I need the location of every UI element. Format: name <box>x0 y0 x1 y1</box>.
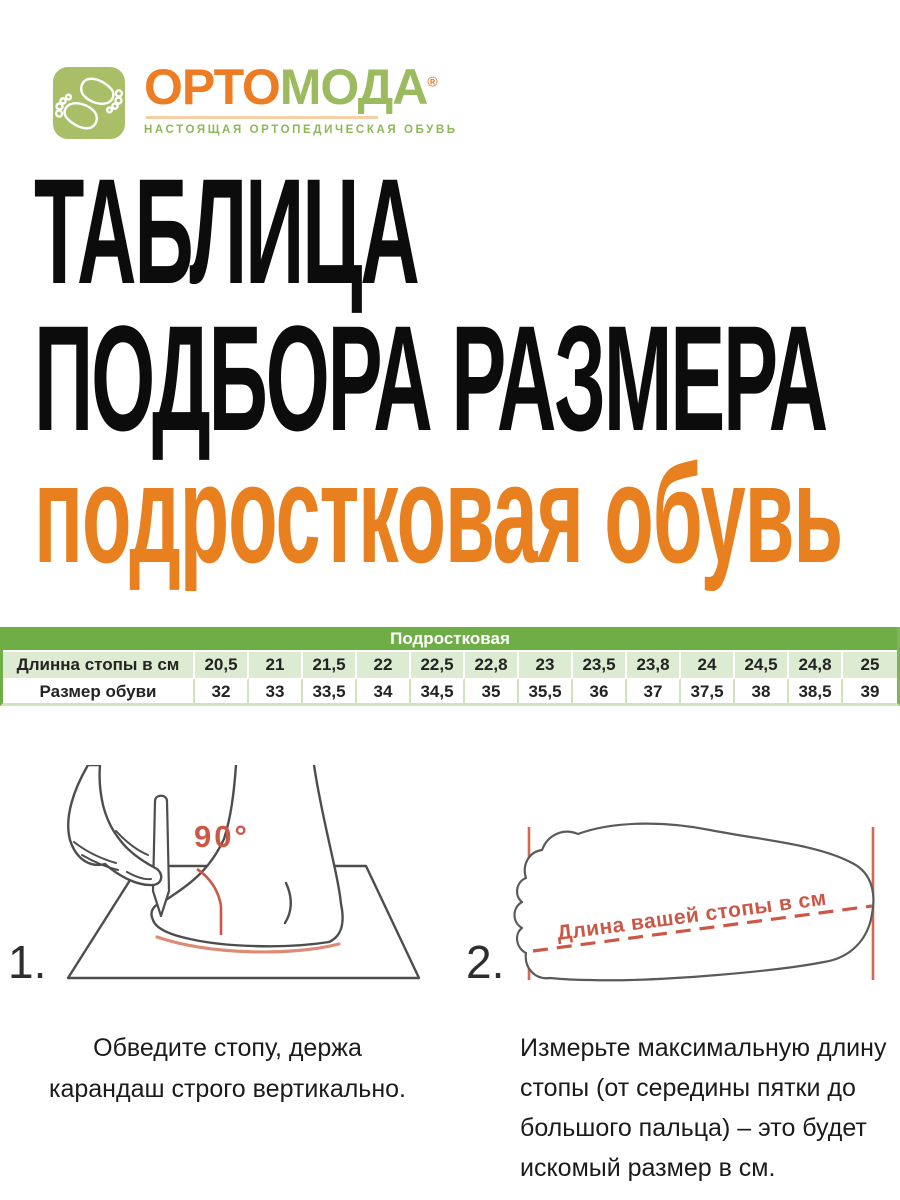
shoe-size-label: Размер обуви <box>3 678 195 703</box>
page-subtitle: подростковая обувь <box>34 435 843 592</box>
shoe-size-cell: 33 <box>249 678 303 703</box>
logo-divider <box>146 116 378 119</box>
logo-tagline: НАСТОЯЩАЯ ОРТОПЕДИЧЕСКАЯ ОБУВЬ <box>144 124 458 136</box>
brand-name-moda: МОДА <box>279 59 428 115</box>
shoe-size-cell: 37,5 <box>681 678 735 703</box>
foot-length-cell: 24,8 <box>789 652 843 678</box>
foot-length-cell: 21,5 <box>303 652 357 678</box>
shoe-size-cell: 38,5 <box>789 678 843 703</box>
size-table-header-row <box>3 627 897 652</box>
shoe-size-cell: 33,5 <box>303 678 357 703</box>
page-title <box>34 147 900 462</box>
shoe-size-cell: 37 <box>627 678 681 703</box>
shoe-size-cell: 36 <box>573 678 627 703</box>
foot-length-cell: 23,8 <box>627 652 681 678</box>
foot-length-label: Длинна стопы в см <box>3 652 195 678</box>
registered-mark: ® <box>427 73 437 90</box>
size-table <box>0 627 900 706</box>
shoe-size-cell: 35,5 <box>519 678 573 703</box>
foot-length-cell: 22,8 <box>465 652 519 678</box>
foot-length-cell: 20,5 <box>195 652 249 678</box>
step1-number: 1. <box>8 936 47 988</box>
logo <box>46 60 458 146</box>
foot-length-cell: 23 <box>519 652 573 678</box>
shoe-size-cell: 38 <box>735 678 789 703</box>
foot-length-cell: 25 <box>843 652 897 678</box>
shoe-size-cell: 32 <box>195 678 249 703</box>
size-table-section <box>0 627 900 706</box>
foot-length-cell: 23,5 <box>573 652 627 678</box>
foot-length-cell: 24 <box>681 652 735 678</box>
shoe-size-row <box>3 678 897 703</box>
foot-length-cell: 22,5 <box>411 652 465 678</box>
brand-name-orto: ОРТО <box>144 59 280 115</box>
shoe-size-cell: 34 <box>357 678 411 703</box>
logo-text-block <box>144 60 458 136</box>
size-table-title: Подростковая <box>3 627 897 652</box>
angle-90-label: 90° <box>194 819 250 854</box>
shoe-size-cell: 34,5 <box>411 678 465 703</box>
foot-length-cell: 21 <box>249 652 303 678</box>
shoe-size-cell: 39 <box>843 678 897 703</box>
measure-foot-illustration <box>460 790 900 1005</box>
foot-length-measure-label: Длина вашей стопы в см <box>555 886 828 945</box>
page-title-line1: ТАБЛИЦА <box>34 147 418 315</box>
page-title-line2: ПОДБОРА РАЗМЕРА <box>34 294 827 462</box>
trace-foot-illustration <box>30 765 450 1005</box>
brand-name <box>144 59 458 115</box>
shoe-size-cell: 35 <box>465 678 519 703</box>
step1-caption: Обведите стопу, держа карандаш строго вертикально. <box>48 1034 406 1103</box>
foot-length-cell: 24,5 <box>735 652 789 678</box>
step2-number: 2. <box>466 936 505 988</box>
foot-length-row <box>3 652 897 678</box>
step2-caption: Измерьте максимальную длину стопы (от середины пятки до большого пальца) – это будет искомый размер в см. <box>520 1034 887 1182</box>
footprints-logo-icon <box>46 60 132 146</box>
foot-length-cell: 22 <box>357 652 411 678</box>
